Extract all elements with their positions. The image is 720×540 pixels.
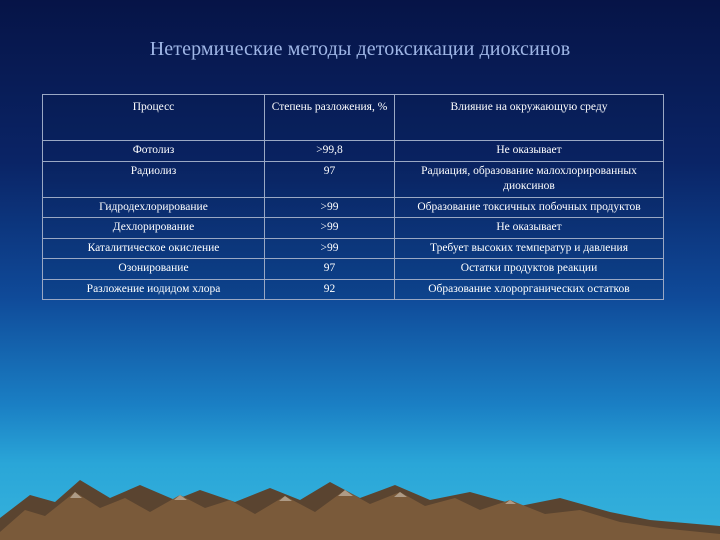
cell-process: Гидродехлорирование — [43, 197, 265, 218]
methods-table — [42, 94, 664, 300]
cell-impact: Образование хлорорганических остатков — [395, 279, 664, 300]
header-impact: Влияние на окружающую среду — [395, 95, 664, 141]
cell-process: Радиолиз — [43, 161, 265, 197]
table-row — [43, 238, 664, 259]
table-row — [43, 279, 664, 300]
cell-impact: Остатки продуктов реакции — [395, 259, 664, 280]
table-row — [43, 259, 664, 280]
cell-degree: >99 — [265, 218, 395, 239]
table-row — [43, 161, 664, 197]
cell-degree: >99 — [265, 238, 395, 259]
cell-impact: Не оказывает — [395, 218, 664, 239]
header-process: Процесс — [43, 95, 265, 141]
cell-impact: Не оказывает — [395, 141, 664, 162]
cell-degree: 92 — [265, 279, 395, 300]
cell-process: Разложение иодидом хлора — [43, 279, 265, 300]
cell-impact: Радиация, образование малохлорированных диоксинов — [395, 161, 664, 197]
cell-process: Дехлорирование — [43, 218, 265, 239]
cell-process: Озонирование — [43, 259, 265, 280]
cell-process: Фотолиз — [43, 141, 265, 162]
cell-degree: >99,8 — [265, 141, 395, 162]
cell-degree: 97 — [265, 259, 395, 280]
mountain-range-illustration — [0, 440, 720, 540]
slide-title: Нетермические методы детоксикации диоксинов — [149, 38, 571, 60]
header-degree: Степень разложения, % — [265, 95, 395, 141]
cell-degree: 97 — [265, 161, 395, 197]
table-row — [43, 218, 664, 239]
cell-impact: Образование токсичных побочных продуктов — [395, 197, 664, 218]
table-row — [43, 197, 664, 218]
table-row — [43, 141, 664, 162]
cell-process: Каталитическое окисление — [43, 238, 265, 259]
table-header-row — [43, 95, 664, 141]
cell-degree: >99 — [265, 197, 395, 218]
cell-impact: Требует высоких температур и давления — [395, 238, 664, 259]
